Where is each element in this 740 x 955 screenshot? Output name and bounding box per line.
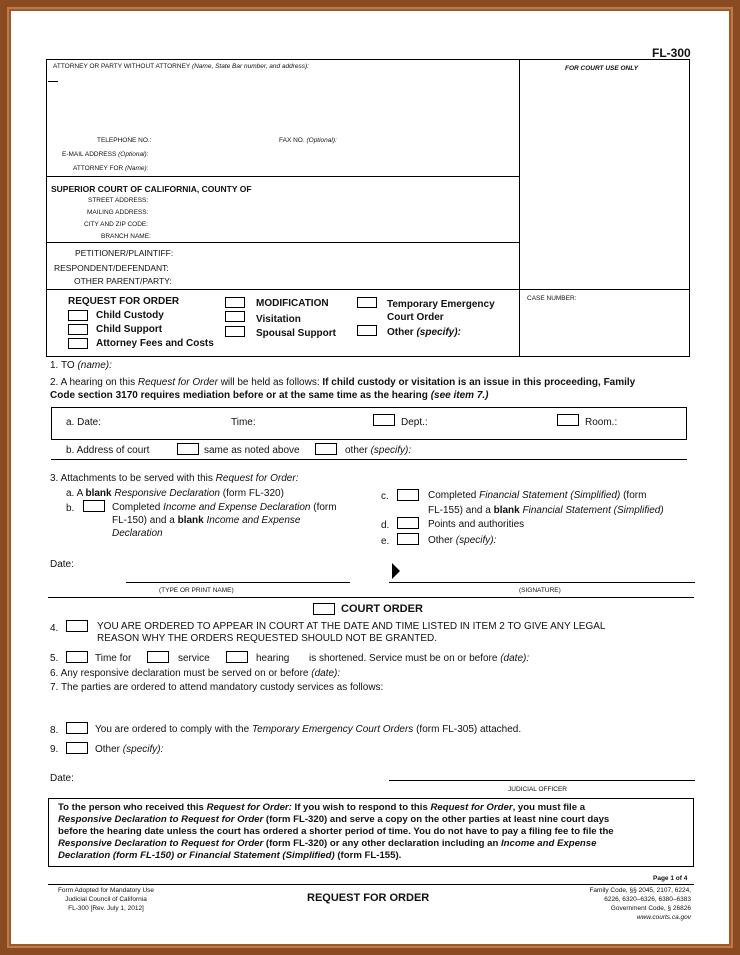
signature-label: (SIGNATURE): [519, 587, 561, 594]
attachment-d-checkbox[interactable]: [397, 517, 419, 529]
item2-line2: Code section 3170 requires mediation before or at the same time as the hearing (see item 7.): [50, 390, 489, 401]
attorney-mark: [48, 81, 58, 82]
signature-line: [389, 582, 695, 583]
court-title: SUPERIOR COURT OF CALIFORNIA, COUNTY OF: [51, 184, 252, 194]
court-website-link[interactable]: www.courts.ca.gov: [636, 914, 691, 921]
same-address-label: same as noted above: [204, 445, 300, 456]
attachment-b-line3: Declaration: [112, 528, 163, 539]
branch-label: BRANCH NAME:: [101, 233, 151, 240]
item8-checkbox[interactable]: [66, 722, 88, 734]
request-title: REQUEST FOR ORDER: [68, 296, 180, 307]
item4-checkbox[interactable]: [66, 620, 88, 632]
mailing-label: MAILING ADDRESS:: [87, 209, 149, 216]
adopted-line3: FL-300 [Rev. July 1, 2012]: [68, 905, 144, 912]
temporary-emergency-checkbox[interactable]: [357, 297, 377, 308]
form-id: FL-300: [652, 46, 691, 60]
attachment-b-label: b.: [66, 503, 75, 514]
telephone-label: TELEPHONE NO.:: [97, 137, 152, 144]
notice-line3: before the hearing date unless the court has ordered a shorter period of time. You do not have to pay a filing fee to file the: [58, 826, 614, 837]
other-request-label: Other (specify):: [387, 327, 461, 338]
attachment-c-line1: Completed Financial Statement (Simplified) (form: [428, 490, 647, 501]
other-request-checkbox[interactable]: [357, 325, 377, 336]
notice-line4: Responsive Declaration to Request for Order (form FL-320) or any other declaration including an Income and Expense: [58, 838, 597, 849]
attachment-d-label: d.: [381, 520, 390, 531]
code-line2: 6226, 6320–6326, 6380–6383: [604, 896, 691, 903]
court-use-label: FOR COURT USE ONLY: [565, 65, 639, 72]
divider: [46, 242, 520, 243]
code-line1: Family Code, §§ 2045, 2107, 6224,: [589, 887, 691, 894]
attachments-intro: 3. Attachments to be served with this Request for Order:: [50, 473, 299, 484]
footer-title: REQUEST FOR ORDER: [307, 892, 430, 904]
item5-num: 5.: [50, 653, 59, 664]
page-number: Page 1 of 4: [653, 875, 688, 882]
dept-checkbox[interactable]: [373, 414, 395, 426]
arrow-icon: [391, 563, 401, 579]
email-label: E-MAIL ADDRESS (Optional):: [62, 151, 149, 158]
attachment-b-line1: Completed Income and Expense Declaration (form: [112, 502, 337, 513]
divider: [48, 597, 694, 598]
item4-line2: REASON WHY THE ORDERS REQUESTED SHOULD NOT BE GRANTED.: [97, 633, 438, 644]
attachment-b-line2: FL-150) and a blank Income and Expense: [112, 515, 301, 526]
room-checkbox[interactable]: [557, 414, 579, 426]
modification-label: MODIFICATION: [256, 298, 329, 309]
adopted-line2: Judicial Council of California: [65, 896, 147, 903]
same-address-checkbox[interactable]: [177, 443, 199, 455]
attachment-b-checkbox[interactable]: [83, 500, 105, 512]
order-date-label: Date:: [50, 773, 74, 784]
city-label: CITY AND ZIP CODE:: [84, 221, 149, 228]
spousal-support-label: Spousal Support: [256, 328, 336, 339]
item1-to: 1. TO (name):: [50, 360, 112, 371]
item5-rest: is shortened. Service must be on or before (date):: [309, 653, 530, 664]
item7: 7. The parties are ordered to attend mandatory custody services as follows:: [50, 682, 384, 693]
divider: [46, 176, 520, 177]
item9-num: 9.: [50, 744, 59, 755]
spousal-support-checkbox[interactable]: [225, 326, 245, 337]
name-line: [126, 582, 350, 583]
child-custody-label: Child Custody: [96, 310, 164, 321]
attachment-a: a. A blank Responsive Declaration (form FL-320): [66, 488, 284, 499]
visitation-checkbox[interactable]: [225, 311, 245, 322]
divider: [46, 289, 690, 290]
item4-line1: YOU ARE ORDERED TO APPEAR IN COURT AT THE DATE AND TIME LISTED IN ITEM 2 TO GIVE ANY LEGAL: [97, 621, 606, 632]
court-order-label: Court Order: [387, 312, 444, 323]
hearing-room-label: Room.:: [585, 417, 618, 428]
hearing-time-label: Time:: [231, 417, 256, 428]
attachment-c-label: c.: [381, 491, 389, 502]
attorney-label: ATTORNEY OR PARTY WITHOUT ATTORNEY (Name, State Bar number, and address):: [53, 63, 310, 70]
court-address-label: b. Address of court: [66, 445, 150, 456]
child-support-label: Child Support: [96, 324, 163, 335]
judicial-officer-label: JUDICIAL OFFICER: [508, 786, 567, 793]
attachment-d-text: Points and authorities: [428, 519, 525, 530]
hearing-date-label: a. Date:: [66, 417, 102, 428]
judicial-officer-line: [389, 780, 695, 781]
attachment-e-label: e.: [381, 536, 390, 547]
divider: [51, 459, 687, 460]
adopted-line1: Form Adopted for Mandatory Use: [57, 887, 155, 894]
petitioner-label: PETITIONER/PLAINTIFF:: [75, 248, 174, 258]
item9-checkbox[interactable]: [66, 742, 88, 754]
case-number-label: CASE NUMBER:: [527, 295, 577, 302]
item4-num: 4.: [50, 623, 59, 634]
item5-time-label: Time for: [95, 653, 132, 664]
item5-checkbox[interactable]: [66, 651, 88, 663]
attorney-fees-checkbox[interactable]: [68, 338, 88, 349]
other-address-checkbox[interactable]: [315, 443, 337, 455]
notice-line2: Responsive Declaration to Request for Order (form FL-320) and serve a copy on the other parties at least nine court days: [58, 814, 610, 825]
service-checkbox[interactable]: [147, 651, 169, 663]
code-line3: Government Code, § 26826: [610, 905, 691, 912]
item6: 6. Any responsive declaration must be served on or before (date):: [50, 668, 341, 679]
attachment-e-checkbox[interactable]: [397, 533, 419, 545]
attorney-fees-label: Attorney Fees and Costs: [96, 338, 214, 349]
temporary-emergency-label: Temporary Emergency: [387, 299, 495, 310]
court-order-checkbox[interactable]: [313, 603, 335, 615]
item2-line1: 2. A hearing on this Request for Order will be held as follows: If child custody or visitation is an issue in this proceeding, Family: [50, 377, 636, 388]
divider: [519, 59, 520, 357]
court-order-title: COURT ORDER: [341, 603, 423, 615]
item8-num: 8.: [50, 725, 59, 736]
notice-line5: Declaration (form FL-150) or Financial Statement (Simplified) (form FL-155).: [58, 850, 402, 861]
visitation-label: Visitation: [256, 314, 301, 325]
item8-text: You are ordered to comply with the Temporary Emergency Court Orders (form FL-305) attached.: [95, 724, 522, 735]
child-support-checkbox[interactable]: [68, 324, 88, 335]
footer-divider: [48, 884, 694, 885]
child-custody-checkbox[interactable]: [68, 310, 88, 321]
notice-line1: To the person who received this Request for Order: If you wish to respond to this Request for Order, you must file a: [58, 802, 586, 813]
other-address-label: other (specify):: [345, 445, 412, 456]
form-page: [11, 11, 729, 944]
hearing-dept-label: Dept.:: [401, 417, 428, 428]
fax-label: FAX NO. (Optional):: [279, 137, 337, 144]
other-party-label: OTHER PARENT/PARTY:: [74, 276, 172, 286]
item5-hearing-label: hearing: [256, 653, 290, 664]
hearing-checkbox[interactable]: [226, 651, 248, 663]
item5-service-label: service: [178, 653, 210, 664]
street-label: STREET ADDRESS:: [88, 197, 149, 204]
attachment-e-text: Other (specify):: [428, 535, 497, 546]
signature-date-label: Date:: [50, 559, 74, 570]
attorney-for-label: ATTORNEY FOR (Name):: [73, 165, 149, 172]
modification-checkbox[interactable]: [225, 297, 245, 308]
type-name-label: (TYPE OR PRINT NAME): [159, 587, 234, 594]
respondent-label: RESPONDENT/DEFENDANT:: [54, 263, 169, 273]
attachment-c-line2: FL-155) and a blank Financial Statement (Simplified): [428, 505, 664, 516]
attachment-c-checkbox[interactable]: [397, 489, 419, 501]
item9-text: Other (specify):: [95, 744, 164, 755]
